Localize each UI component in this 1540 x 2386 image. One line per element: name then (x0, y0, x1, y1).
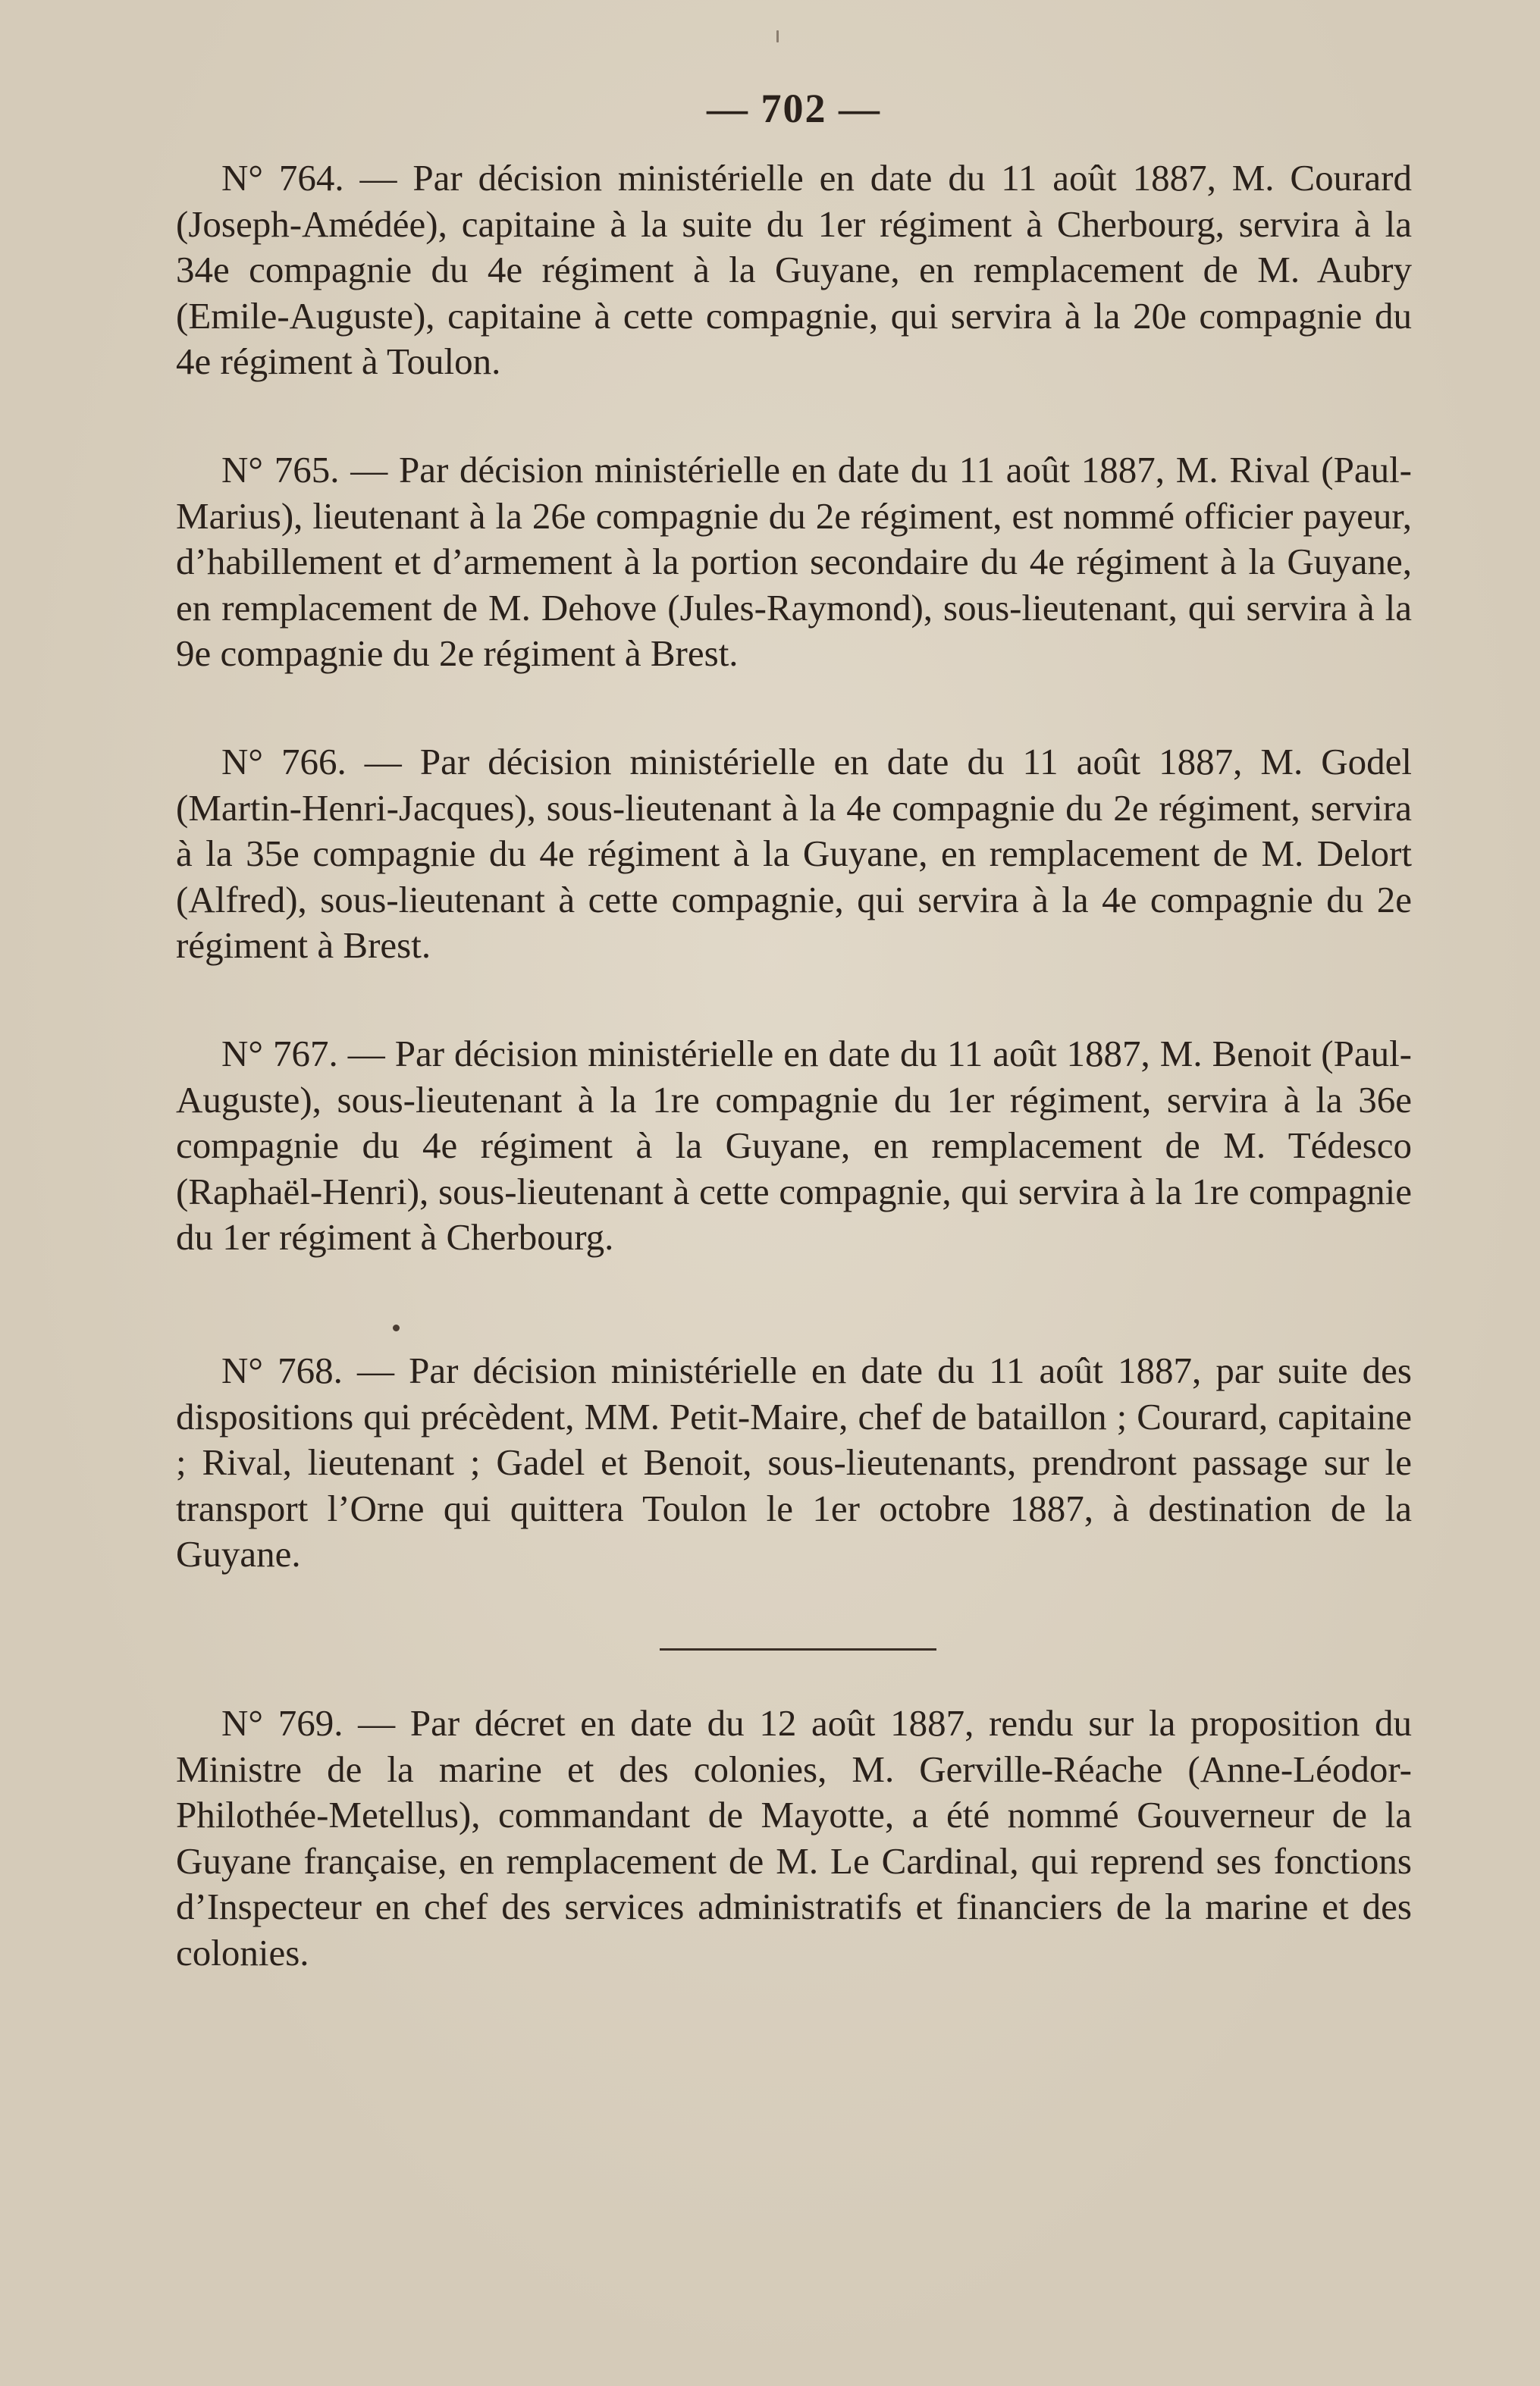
paragraph-text: N° 769. — Par décret en date du 12 août 1887, rendu sur la proposition du Ministre de la marine et des colonies, M. Gerville-Réache (Anne-Léodor-Philothée-Metellus), commandant de Mayotte, a été nommé Gouverneur de la Guyane française, en remplacement de M. Le Cardinal, qui reprend ses fonctions d’Inspecteur en chef des services administratifs et financiers de la marine et des colonies. (176, 1702, 1412, 1974)
paragraph-text: N° 766. — Par décision ministérielle en date du 11 août 1887, M. Godel (Martin-Henri-Jacques), sous-lieutenant à la 4e compagnie du 2e régiment, servira à la 35e compagnie du 4e régiment à la Guyane, en remplacement de M. Delort (Alfred), sous-lieutenant à cette compagnie, qui servira à la 4e compagnie du 2e régiment à Brest. (176, 741, 1412, 966)
ink-dot (393, 1325, 400, 1331)
paragraph-767 (176, 1031, 1412, 1261)
paragraph-text: N° 764. — Par décision ministérielle en date du 11 août 1887, M. Courard (Joseph-Amédée), capitaine à la suite du 1er régiment à Cherbourg, servira à la 34e compagnie du 4e régiment à la Guyane, en remplacement de M. Aubry (Emile-Auguste), capitaine à cette compagnie, qui servira à la 20e compagnie du 4e régiment à Toulon. (176, 157, 1412, 382)
page-number: — 702 — (707, 86, 881, 131)
paragraph-766 (176, 739, 1412, 969)
paragraph-text: N° 767. — Par décision ministérielle en date du 11 août 1887, M. Benoit (Paul-Auguste), sous-lieutenant à la 1re compagnie du 1er régiment, servira à la 36e compagnie du 4e régiment à la Guyane, en remplacement de M. Tédesco (Raphaël-Henri), sous-lieutenant à cette compagnie, qui servira à la 1re compagnie du 1er régiment à Cherbourg. (176, 1033, 1412, 1258)
paragraph-768 (176, 1348, 1412, 1578)
section-divider (660, 1648, 936, 1651)
paragraph-text: N° 765. — Par décision ministérielle en date du 11 août 1887, M. Rival (Paul-Marius), lieutenant à la 26e compagnie du 2e régiment, est nommé officier payeur, d’habillement et d’armement à la portion secondaire du 4e régiment à la Guyane, en remplacement de M. Dehove (Jules-Raymond), sous-lieutenant, qui servira à la 9e compagnie du 2e régiment à Brest. (176, 449, 1412, 674)
paragraph-764 (176, 155, 1412, 385)
paragraph-text: N° 768. — Par décision ministérielle en date du 11 août 1887, par suite des dispositions qui précèdent, MM. Petit-Maire, chef de bataillon ; Courard, capitaine ; Rival, lieutenant ; Gadel et Benoit, sous-lieutenants, prendront passage sur le transport l’Orne qui quittera Toulon le 1er octobre 1887, à destination de la Guyane. (176, 1350, 1412, 1575)
paragraph-765 (176, 447, 1412, 677)
paragraph-769 (176, 1701, 1412, 1976)
print-mark (776, 30, 779, 42)
